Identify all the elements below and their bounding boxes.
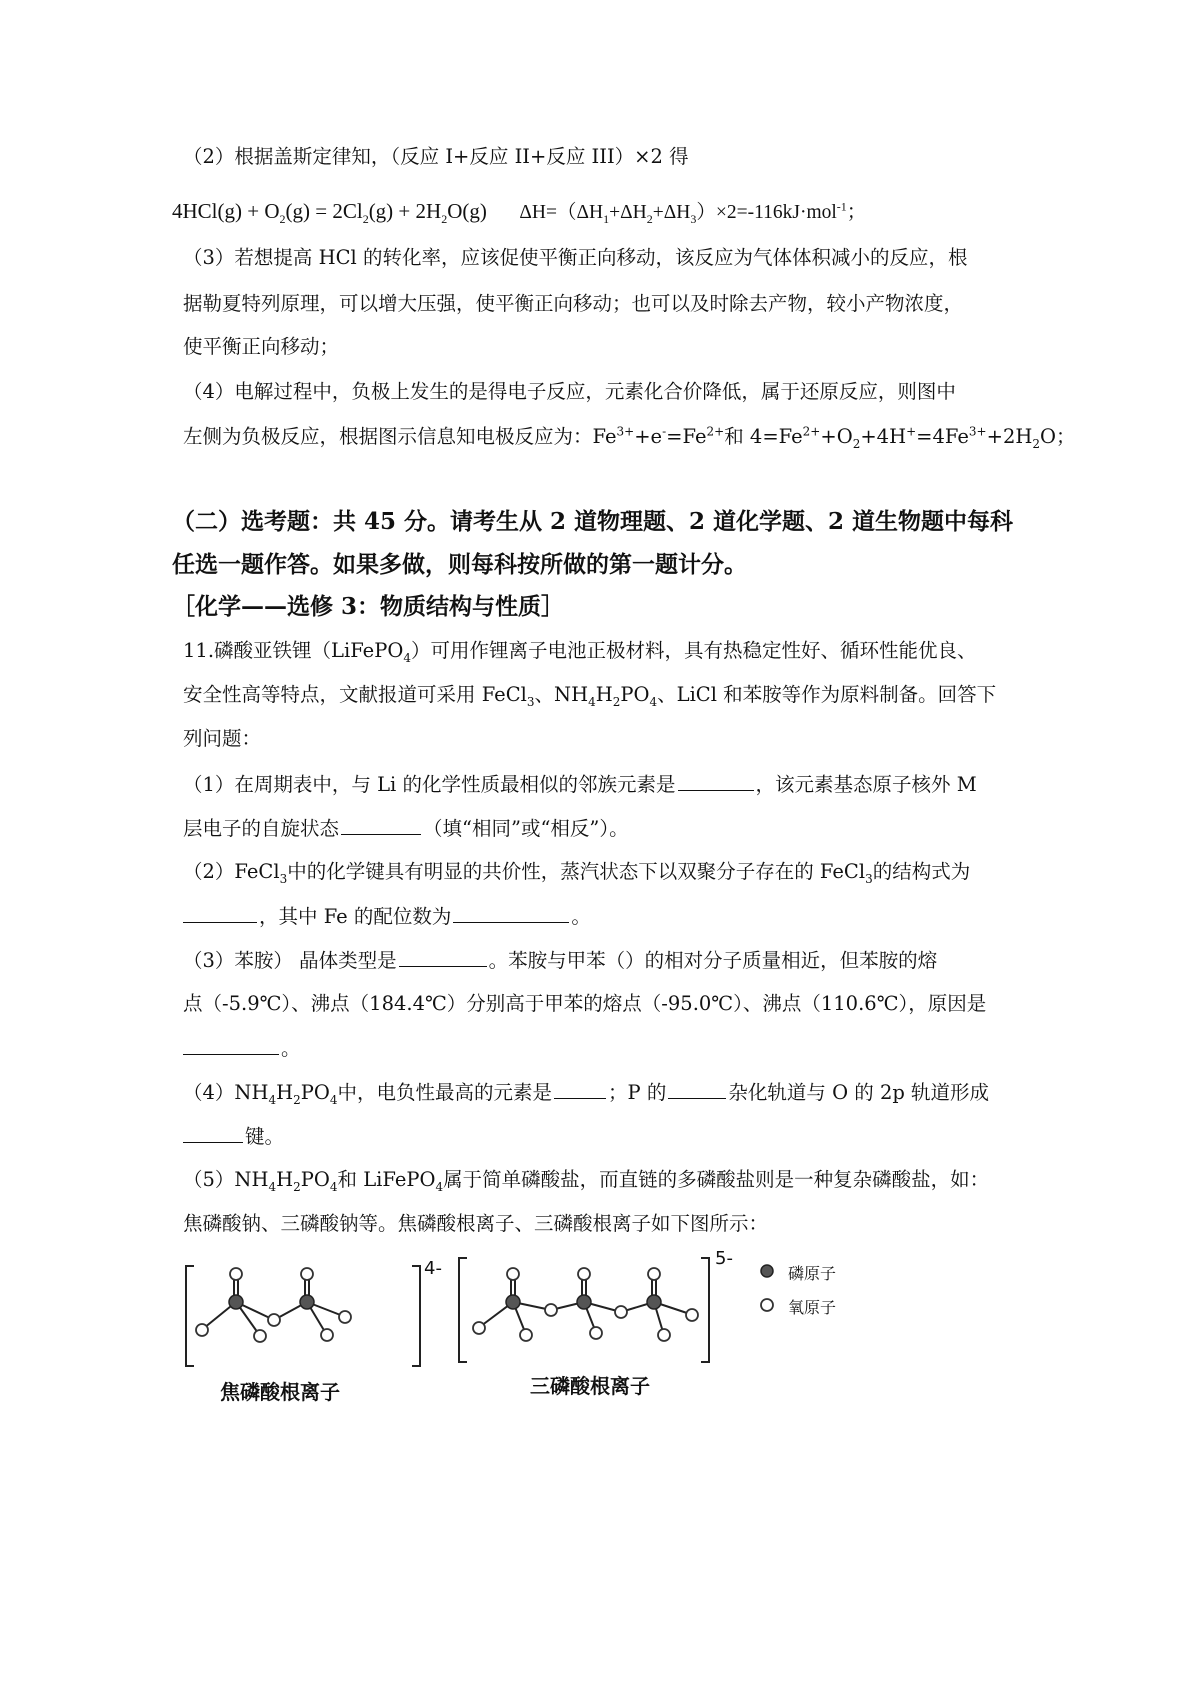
section-title-line2: 任选一题作答。如果多做，则每科按所做的第一题计分。 xyxy=(172,551,747,578)
q11-line1: 11.磷酸亚铁锂（LiFePO$_4$）可用作锂离子电池正极材料，具有热稳定性好、循环性能优良、 xyxy=(183,639,977,665)
legend-o-icon xyxy=(758,1296,776,1314)
answer-blank[interactable] xyxy=(183,1034,279,1055)
sub3-line3: 。 xyxy=(183,1034,1023,1063)
legend-o-label: 氧原子 xyxy=(788,1298,837,1317)
module-title: ［化学——选修 3：物质结构与性质］ xyxy=(172,593,565,620)
answer-blank[interactable] xyxy=(183,902,257,923)
legend-p-label: 磷原子 xyxy=(788,1264,837,1283)
sub1-line1: （1）在周期表中，与 Li 的化学性质最相似的邻族元素是 ，该元素基态原子核外 M xyxy=(183,770,1023,799)
q11-line2: 安全性高等特点，文献报道可采用 FeCl$_3$、$NH_4H_2PO_4$、LiCl 和苯胺等作为原料制备。回答下 xyxy=(183,683,997,709)
section-title-line1: （二）选考题：共 45 分。请考生从 2 道物理题、2 道化学题、2 道生物题中每科 xyxy=(172,508,1014,535)
answer-blank[interactable] xyxy=(453,902,569,923)
answer-3-line3: 使平衡正向移动； xyxy=(183,335,340,358)
pyrophosphate-caption: 焦磷酸根离子 xyxy=(220,1380,340,1404)
legend-p-icon xyxy=(758,1262,776,1280)
sub5-line1: $(5)NH_4H_2PO_4$和 LiFePO$_4$属于简单磷酸盐，而直链的多磷酸盐则是一种复杂磷酸盐，如： xyxy=(183,1168,990,1194)
sub4-line1: $(4)NH_4H_2PO_4$中，电负性最高的元素是 ；P 的 杂化轨道与 O 的 2p 轨道形成 xyxy=(183,1078,1023,1107)
answer-4-line1: （4）电解过程中，负极上发生的是得电子反应，元素化合价降低，属于还原反应，则图中 xyxy=(183,380,956,403)
answer-blank[interactable] xyxy=(183,1122,243,1143)
answer-blank[interactable] xyxy=(399,946,487,967)
sub2-line2: ，其中 Fe 的配位数为 。 xyxy=(183,902,1023,931)
sub5-line2: 焦磷酸钠、三磷酸钠等。焦磷酸根离子、三磷酸根离子如下图所示： xyxy=(183,1212,769,1235)
answer-blank[interactable] xyxy=(678,770,754,791)
answer-3-line2: 据勒夏特列原理，可以增大压强，使平衡正向移动；也可以及时除去产物，较小产物浓度， xyxy=(183,292,964,315)
sub4-line2: 键。 xyxy=(183,1122,1023,1151)
triphosphate-charge: 5- xyxy=(715,1248,733,1269)
answer-4-line2: 左侧为负极反应，根据图示信息知电极反应为：$Fe^{3+}+e^-=Fe^{2+}$和 $4=Fe^{2+}+O_2+4H^+=4Fe^{3+}+2H_2O$； xyxy=(183,424,1076,451)
answer-blank[interactable] xyxy=(341,814,421,835)
q11-line3: 列问题： xyxy=(183,727,262,750)
overall-equation: $4HCl(g) + O_2(g) = 2Cl_2(g) + 2H_2O(g)$ $\Delta H=(\Delta H_1+\Delta H_2+\Delta H_3)\times 2=-116kJ\cdot mol^{-1}$； xyxy=(172,199,867,227)
pyrophosphate-structure xyxy=(180,1258,440,1378)
answer-blank[interactable] xyxy=(554,1078,606,1099)
hess-law-line: （2）根据盖斯定律知，（反应 I+反应 II+反应 III）×2 得 xyxy=(183,145,689,168)
enthalpy-change: $\Delta H=(\Delta H_1+\Delta H_2+\Delta H_3)\times 2=-116kJ\cdot mol^{-1}$； xyxy=(519,199,867,226)
sub1-line2: 层电子的自旋状态 （填“相同”或“相反”）。 xyxy=(183,814,1023,843)
answer-3-line1: （3）若想提高 HCl 的转化率，应该促使平衡正向移动，该反应为气体体积减小的反应，根 xyxy=(183,246,968,269)
answer-blank[interactable] xyxy=(668,1078,726,1099)
triphosphate-caption: 三磷酸根离子 xyxy=(530,1374,650,1398)
triphosphate-structure xyxy=(455,1250,725,1380)
sub2-line1: （2）FeCl$_3$中的化学键具有明显的共价性，蒸汽状态下以双聚分子存在的 FeCl$_3$的结构式为 xyxy=(183,860,971,886)
sub3-line2: 点（-5.9℃）、沸点（184.4℃）分别高于甲苯的熔点（-95.0℃）、沸点（110.6℃），原因是 xyxy=(183,992,987,1015)
sub3-line1: （3）苯胺） 晶体类型是 。苯胺与甲苯（）的相对分子质量相近，但苯胺的熔 xyxy=(183,946,1023,975)
pyrophosphate-charge: 4- xyxy=(424,1258,442,1279)
